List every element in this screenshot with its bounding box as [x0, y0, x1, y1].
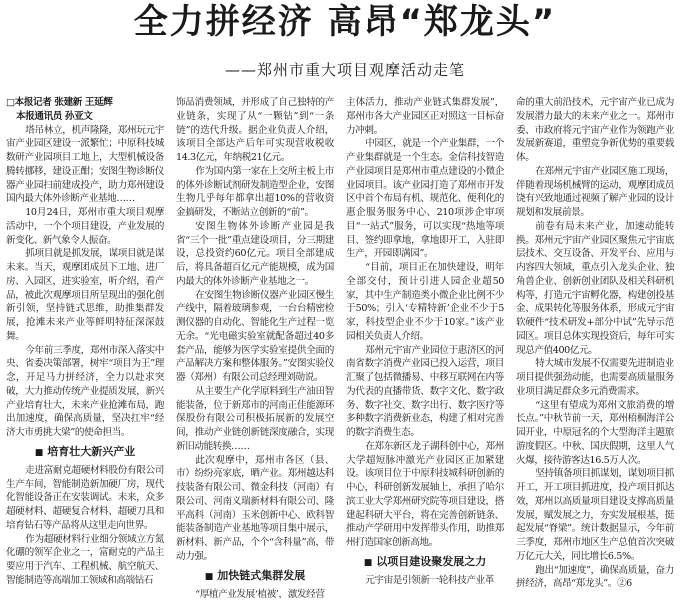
paragraph: 此次观摩中，郑州市各区（县、市）纷纷亮家底，晒产业。郑州越达科技装备有限公司、微金科技（河南）有限公司、河南义瑞新材料有限公司、隆平高科（河南）玉米创新中心、欧科智能装备制造产业基地等项目集中展示，新材料、新产品，个个“含科量”高，带动力强。	[176, 454, 334, 564]
section-heading-text: 加快链式集群发展	[217, 569, 305, 582]
bullet-icon: ■	[205, 572, 214, 582]
column-1	[6, 96, 164, 533]
bullet-icon: ■	[35, 448, 44, 458]
byline-correspondent: 本报通讯员 孙亚文	[6, 110, 164, 124]
paragraph: 在郑州元宇宙产业园区施工现场，伴随着现场机械臂的运动，观摩团成员饶有兴致地通过视频了解产业园的设计规划和发展前景。	[516, 165, 674, 220]
paragraph: 中园区，就是一个产业集群，一个产业集群就是一个生态。金信科技智造产业园项目是郑州市重点建设的小微企业园项目。该产业园打造了郑州市开发区中首个布局有机、规范化、便利化的惠企服务服务中心、210项涉企审项目“一站式”服务，可以实现“热地等项目、签约即拿地，拿地即开工，入驻即生产，开园即满园”。	[346, 137, 504, 261]
section-heading-project-construction	[346, 550, 504, 574]
section-heading-text: 以项目建设聚发展之力	[376, 555, 486, 568]
article-body	[6, 96, 686, 533]
paragraph: 郑州元宇宙产业园位于惠济区的河南省数字消费产业园已投入运营，项目汇聚了包括微播易、中移互联网在内等为代表的直播带货、数字文化、数字政务、数字社交、数字出行、数字医疗等多种数字消费新业态，构建了相对完善的数字消费生态。	[346, 344, 504, 440]
column-3	[346, 96, 504, 533]
paragraph: 特大城市发展不仅需要先进制造业项目提供强劲动能，也需要高质量服务业项目满足群众多元消费需求。	[516, 357, 674, 398]
paragraph: 塔吊林立，机声隆隆，郑州玩元宇宙产业园区建设一派繁忙；中原科技城数研产业园项目工地上，大型机械设备腾转挪移，建设正酣；安图生物诊断仪器产业园扫前建成投产，助力郑州建设国内最大体外诊断产业基地……	[6, 124, 164, 207]
article-subhead: ——郑州市重大项目观摩活动走笔	[0, 60, 690, 80]
paragraph: 从主要生产化学原料到生产油田智能装备，位于新郑市的河南正佳能源环保股份有限公司积极拓展新的发展空间，推动产业链创新链深度融合，实现新旧动能转换……	[176, 385, 334, 454]
paragraph: 饰品消费领域，并形成了自己独特的产业链条，实现了从“一颗钻”到“一条链”的迭代升级。据企业负责人介绍，该项目全部达产后年可实现营收税收14.3亿元，年纳税21亿元。	[176, 96, 334, 165]
paragraph: 作为国内第一家在上交所主板上市的体外诊断试剂研发制造型企业，安图生物几乎每年都拿出超10%的营收资金搞研发，不断站立创新的“前”。	[176, 165, 334, 220]
section-heading-emerging-industries	[6, 440, 164, 464]
paragraph: 跑出“加速度”，确保高质量，奋力拼经济，高昂“郑龙头”。②6	[516, 564, 674, 592]
byline-reporters: □本报记者 张建新 王延辉	[6, 96, 164, 110]
paragraph: “厚植产业发展‘植被’，激发经营	[176, 588, 334, 601]
paragraph: 坚持镇备项目抓谋划，谋划项目抓开工，开工项目抓进度，投产项目抓达效，郑州以高质量项目建设支撑高质量发展，赋发展之力，夯实发展根基，挺起发展“脊梁”。统计数据显示，今年前三季度，郑州市地区生产总值首次突破万亿元大关，同比增长6.5%。	[516, 467, 674, 563]
paragraph: 在郑东新区龙子湖科创中心，郑州大学超短脉冲激光产业园区正加紧建设。该项目位于中原科技城科研创新的中心，科研创新发展轴上，承担了哈尔滨工业大学郑州研究院等项目建设，搭建起科研大平台，将在完善创新链条、推动产学研用中发挥带头作用，助推郑州打造国家创新高地。	[346, 440, 504, 550]
paragraph: 命的重大前沿技术，元宇宙产业已成为发展潜力最大的未来产业之一。郑州市委、市政府将元宇宙产业作为领跑产业发展新赛道，重塑竞争新优势的重要载体。	[516, 96, 674, 165]
paragraph: 作为超硬材料行业细分领域立方氮化硼的领军企业之一，富耐克的产品主要应用于汽车、工程机械、航空航天、智能制造等高端加工领域和高端钻石	[6, 533, 164, 588]
paragraph: 今年前三季度，郑州市深入落实中央、省委决策部署，树牢“项目为王”理念，开足马力拼经济，全力以赴求突破，大力推动传统产业提质发展，新兴产业培育壮大，未来产业抢滩布局，跑出加速度，确保高质量，坚决扛牢“经济大市勇挑大梁”的使命担当。	[6, 344, 164, 440]
section-heading-chain-clusters	[176, 564, 334, 588]
paragraph: 安图生物体外诊断产业园是我省“三个一批”重点建设项目，分三期建设，总投资约60亿元。项目全部建成后，将具备超百亿元产能规模，成为国内最大的体外诊断产业基地之一。	[176, 220, 334, 289]
paragraph: “这里有望成为郑州文旅消费的增长点。”中秋节前一天，郑州梧桐海洋公园开业，中原冠名的个大型海洋主题旅游度假区。中秋、国庆假期，这里人气火爆，接待游客达16.5万人次。	[516, 399, 674, 468]
paragraph: 主体活力，推动产业链式集群发展”，郑州市各大产业园区正对照这一目标奋力冲刺。	[346, 96, 504, 137]
column-4	[516, 96, 674, 533]
section-heading-text: 培育壮大新兴产业	[47, 445, 135, 458]
paragraph: 抓项目就是抓发展，谋项目就是谋未来。当天，观摩团成员下工地、进厂房、入园区，进实验室，听介绍，看产品，被此次观摩项目所呈现出的强化创新引领，坚持链式思维，助推集群发展，抢滩未来产业等鲜明特征深深鼓舞。	[6, 247, 164, 343]
paragraph: 10月24日，郑州市重大项目观摩活动中，一个个项目建设，产业发展的新变化、新气象令人振奋。	[6, 206, 164, 247]
bullet-icon: ■	[364, 558, 373, 568]
paragraph: “目前，项目正在加快建设，明年全部交付，预计引进人园企业超50家，其中生产制造类小微企业比例不少于50%；引入‘专精特新’企业不少于5家，科技型企业不少于10家。”该产业园相关负责人介绍。	[346, 261, 504, 344]
article-headline: 全力拼经济 高昂“郑龙头”	[0, 0, 690, 44]
column-2	[176, 96, 334, 533]
paragraph: 走进富耐克超硬材料股份有限公司生产车间，智能制造新加硬厂房，现代化智能设备正在安装调试。未来，众多超硬材料、超硬复合材料、超硬刀具和培育钻石等产品将从这里走向世界。	[6, 464, 164, 533]
paragraph: 在安图生物诊断仪器产业园区慢生产线中，隔着玻璃参观，一台台精密检测仪器的自动化、智能化生产过程一览无余。“光电磁实验室就配备超过40多套产品，能够为医学实验室提供全面的产品解决方案和整体服务。”安图实验仪器（郑州）有限公司总经理刘勋说。	[176, 289, 334, 385]
paragraph: 元宇宙是引领新一轮科技产业革	[346, 574, 504, 588]
paragraph: 前卷有局未来产业，加速动能转换。郑州元宇宙产业园区聚焦元宇宙底层技术、交互设备、开发平台、应用与内容四大领域，重点引入龙头企业、独角兽企业、创新创业团队及相关科研机构等，打造元宇宙孵化器，构建创投基金、成果转化等服务体系，形成元宇宙软硬件“技术研发+部分中试”先导示范园区。项目总体实现投资后，每年可实现总产值400亿元。	[516, 220, 674, 358]
